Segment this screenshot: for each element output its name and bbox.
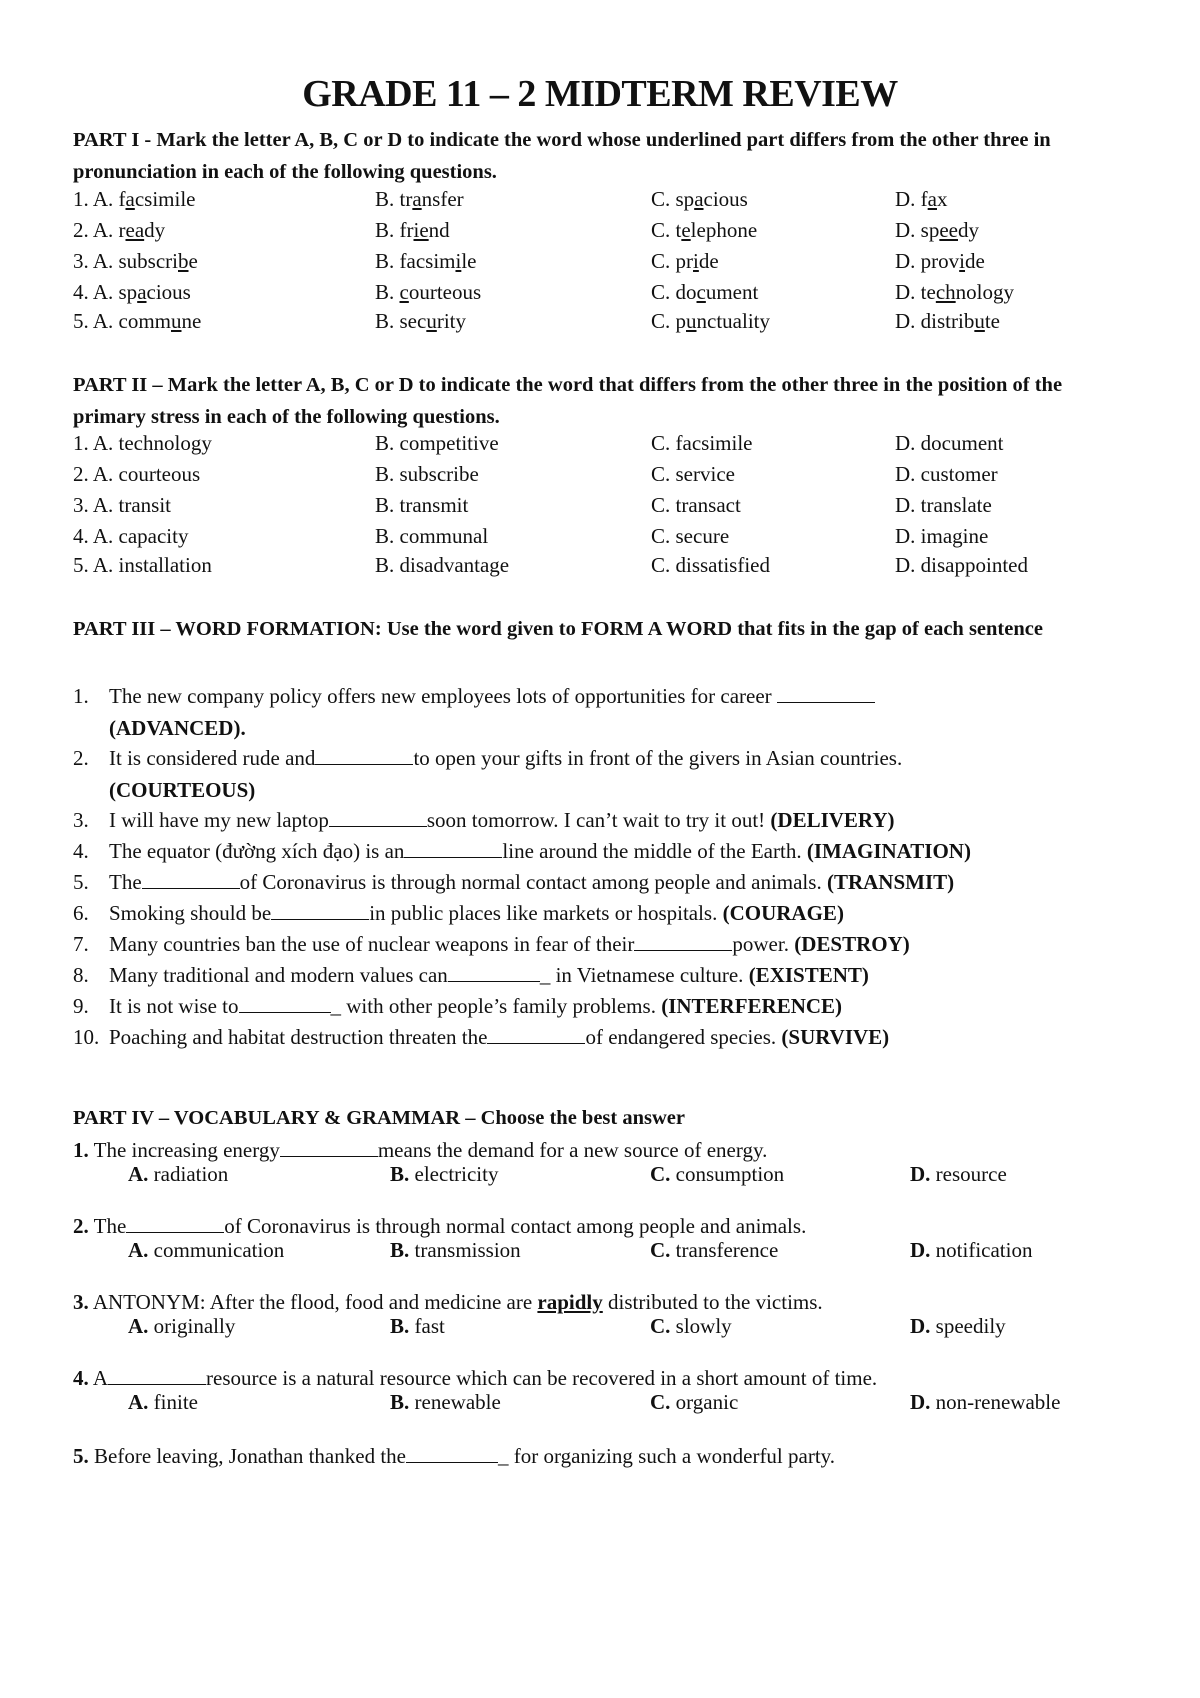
option-letter: D. [910, 1162, 931, 1186]
given-word: (INTERFERENCE) [661, 994, 843, 1018]
options-row [128, 1238, 1128, 1270]
answer-blank [280, 1136, 378, 1157]
question-number: 5. [73, 1444, 89, 1468]
answer-option: 1. A. technology [73, 431, 212, 455]
item-number: 8. [73, 963, 89, 987]
item-number: 9. [73, 994, 89, 1018]
option-letter: B. [390, 1238, 410, 1262]
answer-option: D. distribute [895, 309, 1000, 333]
item-number: 1. [73, 684, 89, 708]
answer-option: D. translate [895, 493, 992, 517]
given-word: (EXISTENT) [748, 963, 869, 987]
answer-option: D. resource [910, 1162, 1007, 1186]
options-row [128, 1314, 1128, 1346]
answer-option: 2. A. ready [73, 218, 166, 242]
table-row [73, 280, 1133, 312]
answer-option: C. slowly [650, 1314, 732, 1338]
answer-option: D. document [895, 431, 1004, 455]
underlined-part: a [137, 280, 147, 304]
answer-option: D. disappointed [895, 553, 1028, 577]
answer-option: B. disadvantage [375, 553, 510, 577]
question-number: 3. [73, 1290, 89, 1314]
answer-option: C. service [651, 462, 735, 486]
answer-blank [448, 961, 540, 982]
given-word: (COURAGE) [722, 901, 844, 925]
answer-option: C. document [651, 280, 759, 304]
answer-option: B. fast [390, 1314, 445, 1338]
answer-option: C. facsimile [651, 431, 753, 455]
question-number: 1. [73, 1138, 89, 1162]
item-sentence: It is not wise to _ with other people’s family problems. (INTERFERENCE) [109, 994, 843, 1018]
answer-option: C. dissatisfied [651, 553, 770, 577]
underlined-part: i [455, 249, 462, 273]
answer-option: B. communal [375, 524, 489, 548]
underlined-part: ee [939, 218, 958, 242]
answer-option: 4. A. spacious [73, 280, 191, 304]
underlined-part: ie [413, 218, 429, 242]
option-letter: D. [910, 1390, 931, 1414]
answer-option: A. originally [128, 1314, 236, 1338]
underlined-part: a [694, 187, 704, 211]
option-letter: A. [128, 1390, 149, 1414]
underlined-part: u [426, 309, 437, 333]
item-number: 2. [73, 746, 89, 770]
answer-option: A. communication [128, 1238, 285, 1262]
item-sentence: The new company policy offers new employees lots of opportunities for career [109, 680, 875, 712]
answer-option: 4. A. capacity [73, 524, 189, 548]
answer-option: B. security [375, 309, 466, 333]
answer-option: 1. A. facsimile [73, 187, 196, 211]
given-word: (TRANSMIT) [826, 870, 955, 894]
underlined-part: ch [935, 280, 956, 304]
question-item: 1. The increasing energy means the demand for a new source of energy. [73, 1138, 768, 1162]
answer-option: 2. A. courteous [73, 462, 201, 486]
underlined-part: a [412, 187, 422, 211]
answer-blank [142, 868, 240, 889]
answer-option: D. speedily [910, 1314, 1006, 1338]
answer-option: 3. A. subscribe [73, 249, 198, 273]
item-sentence: Smoking should be in public places like markets or hospitals. (COURAGE) [109, 901, 844, 925]
answer-option: D. notification [910, 1238, 1033, 1262]
answer-blank [271, 899, 369, 920]
table-row [73, 462, 1133, 494]
table-row [73, 309, 1133, 341]
options-row [128, 1162, 1128, 1194]
table-row [73, 218, 1133, 250]
question-item: 4. A resource is a natural resource which can be recovered in a short amount of time. [73, 1366, 878, 1390]
answer-blank [777, 682, 875, 703]
answer-option: B. renewable [390, 1390, 501, 1414]
option-letter: B. [390, 1390, 410, 1414]
keyword: rapidly [537, 1290, 603, 1314]
page-title: GRADE 11 – 2 MIDTERM REVIEW [302, 73, 898, 115]
part2-instruction: PART II – Mark the letter A, B, C or D to indicate the word that differs from the other three in the position of the primary stress in each of the following questions. [73, 374, 1063, 428]
answer-option: D. non-renewable [910, 1390, 1061, 1414]
answer-blank [126, 1212, 224, 1233]
option-letter: B. [390, 1314, 410, 1338]
answer-option: 3. A. transit [73, 493, 171, 517]
given-word: (DESTROY) [794, 932, 910, 956]
answer-option: D. customer [895, 462, 998, 486]
answer-option: 5. A. installation [73, 553, 212, 577]
item-number: 4. [73, 839, 89, 863]
item-sentence: The equator (đường xích đạo) is an line around the middle of the Earth. (IMAGINATION) [109, 839, 971, 863]
table-row [73, 187, 1133, 219]
answer-option: C. telephone [651, 218, 758, 242]
part3-instruction: PART III – WORD FORMATION: Use the word given to FORM A WORD that fits in the gap of each sentence [73, 618, 1043, 640]
answer-option: A. finite [128, 1390, 198, 1414]
underlined-part: u [974, 309, 985, 333]
answer-option: C. consumption [650, 1162, 785, 1186]
underlined-part: b [178, 249, 189, 273]
answer-option: B. transfer [375, 187, 464, 211]
question-number: 4. [73, 1366, 89, 1390]
underlined-part: c [399, 280, 409, 304]
underlined-part: a [927, 187, 937, 211]
question-item: 5. Before leaving, Jonathan thanked the _ for organizing such a wonderful party. [73, 1444, 836, 1468]
underlined-part: ea [125, 218, 145, 242]
item-number: 7. [73, 932, 89, 956]
question-item: 2. The of Coronavirus is through normal contact among people and animals. [73, 1214, 807, 1238]
item-sentence: It is considered rude and to open your gifts in front of the givers in Asian countries. [109, 746, 903, 770]
answer-blank [239, 992, 331, 1013]
table-row [73, 524, 1133, 556]
part4-heading: PART IV – VOCABULARY & GRAMMAR – Choose the best answer [73, 1107, 685, 1129]
given-word: (SURVIVE) [781, 1025, 890, 1049]
item-number: 6. [73, 901, 89, 925]
underlined-part: u [686, 309, 697, 333]
question-item: 3. ANTONYM: After the flood, food and medicine are rapidly distributed to the victims. [73, 1290, 823, 1314]
option-letter: D. [910, 1238, 931, 1262]
option-letter: A. [128, 1238, 149, 1262]
table-row [73, 431, 1133, 463]
option-letter: B. [390, 1162, 410, 1186]
underlined-part: i [959, 249, 966, 273]
answer-option: B. subscribe [375, 462, 479, 486]
answer-option: B. competitive [375, 431, 499, 455]
answer-option: C. pride [651, 249, 719, 273]
answer-option: C. spacious [651, 187, 748, 211]
answer-option: B. transmit [375, 493, 469, 517]
answer-blank [329, 806, 427, 827]
option-letter: D. [910, 1314, 931, 1338]
answer-option: D. provide [895, 249, 985, 273]
answer-option: C. transact [651, 493, 741, 517]
answer-option: 5. A. commune [73, 309, 202, 333]
underlined-part: i [693, 249, 699, 273]
item-number: 5. [73, 870, 89, 894]
answer-option: D. technology [895, 280, 1014, 304]
answer-option: C. punctuality [651, 309, 770, 333]
item-number: 10. [73, 1025, 100, 1049]
answer-option: B. friend [375, 218, 450, 242]
table-row [73, 249, 1133, 281]
item-sentence: Poaching and habitat destruction threaten the of endangered species. (SURVIVE) [109, 1025, 890, 1049]
item-sentence: The of Coronavirus is through normal contact among people and animals. (TRANSMIT) [109, 870, 955, 894]
options-row [128, 1390, 1128, 1422]
item-sentence: Many traditional and modern values can _ in Vietnamese culture. (EXISTENT) [109, 963, 869, 987]
underlined-part: e [681, 218, 691, 242]
option-letter: C. [650, 1390, 671, 1414]
answer-option: B. electricity [390, 1162, 499, 1186]
answer-blank [487, 1023, 585, 1044]
underlined-part: a [125, 187, 135, 211]
answer-option: A. radiation [128, 1162, 229, 1186]
item-sentence: Many countries ban the use of nuclear weapons in fear of their power. (DESTROY) [109, 932, 910, 956]
part1-instruction: PART I - Mark the letter A, B, C or D to indicate the word whose underlined part differs from the other three in pronunciation in each of the following questions. [73, 129, 1051, 183]
table-row [73, 553, 1133, 585]
answer-option: D. imagine [895, 524, 989, 548]
answer-option: B. transmission [390, 1238, 521, 1262]
answer-blank [315, 744, 413, 765]
answer-option: D. speedy [895, 218, 979, 242]
answer-blank [404, 837, 502, 858]
answer-blank [634, 930, 732, 951]
answer-blank [108, 1364, 206, 1385]
option-letter: C. [650, 1314, 671, 1338]
answer-option: C. secure [651, 524, 730, 548]
given-word: (COURTEOUS) [109, 778, 256, 802]
answer-option: C. transference [650, 1238, 779, 1262]
given-word: (IMAGINATION) [806, 839, 971, 863]
item-number: 3. [73, 808, 89, 832]
given-word: (DELIVERY) [770, 808, 895, 832]
answer-option: B. facsimile [375, 249, 477, 273]
underlined-part: u [171, 309, 182, 333]
table-row [73, 493, 1133, 525]
question-number: 2. [73, 1214, 89, 1238]
option-letter: C. [650, 1162, 671, 1186]
option-letter: A. [128, 1162, 149, 1186]
given-word: (ADVANCED). [109, 716, 246, 740]
answer-blank [406, 1442, 498, 1463]
answer-option: B. courteous [375, 280, 482, 304]
answer-option: D. fax [895, 187, 948, 211]
underlined-part: c [696, 280, 706, 304]
option-letter: C. [650, 1238, 671, 1262]
option-letter: A. [128, 1314, 149, 1338]
item-sentence: I will have my new laptop soon tomorrow. I can’t wait to try it out! (DELIVERY) [109, 808, 895, 832]
answer-option: C. organic [650, 1390, 739, 1414]
